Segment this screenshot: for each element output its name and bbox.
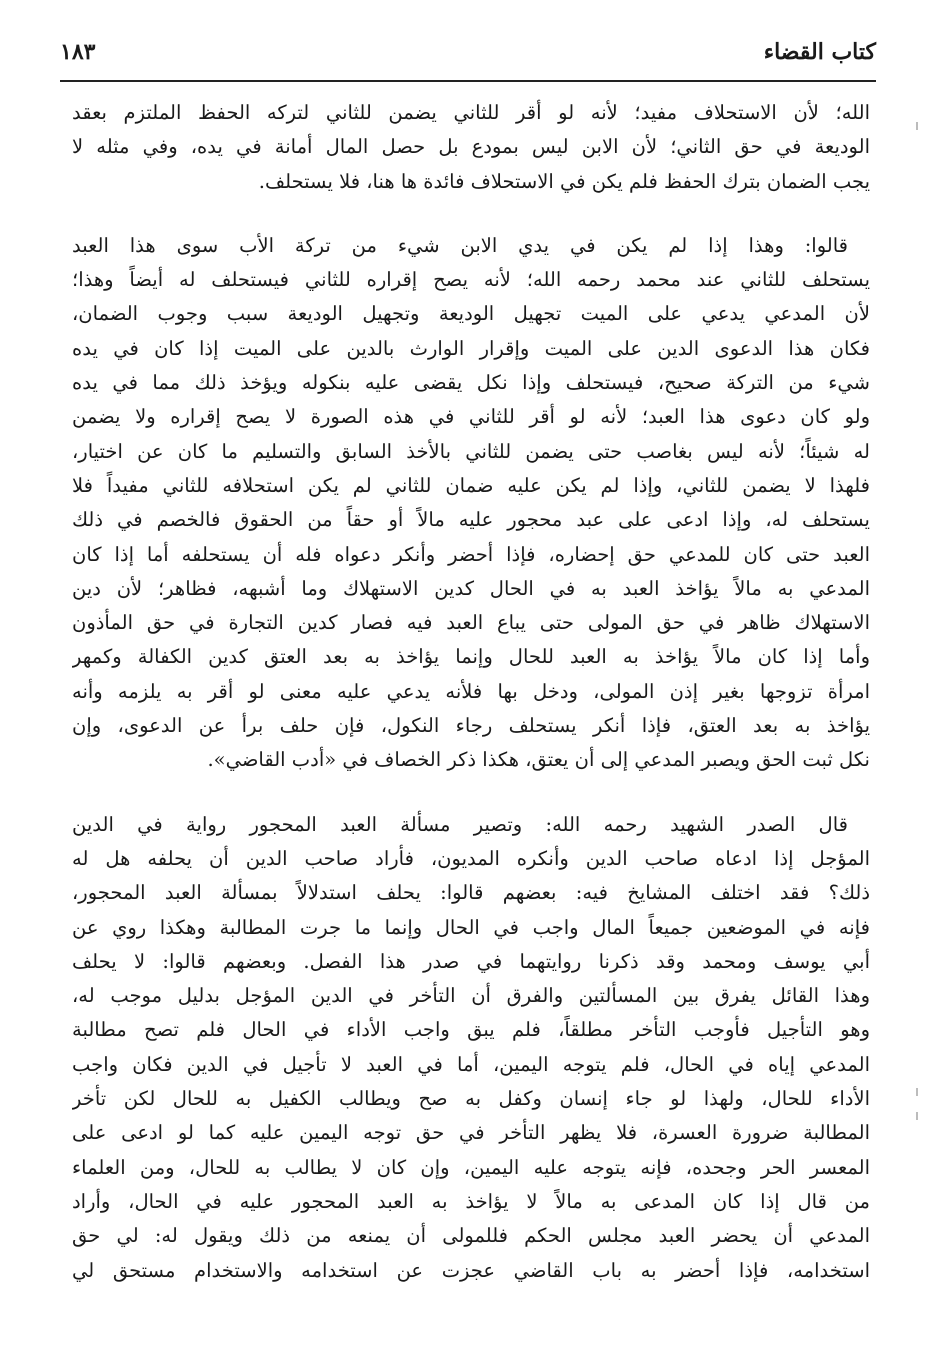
page-number: ١٨٣ (60, 39, 96, 65)
text-line: المدعي أن يحضر العبد مجلس الحكم فللمولى أن يمنعه من ذلك ويقول له: لي حق (72, 1224, 870, 1248)
text-line: الأداء للحال، ولهذا لو جاء إنسان وكفل به صح ويطالب الكفيل به للحال لكن تأخر (72, 1087, 870, 1111)
page-header (60, 34, 876, 74)
text-line: يستحلف للثاني عند محمد رحمه الله؛ لأنه يصح إقراره للثاني فيستحلف له أيضاً وهذا؛ (72, 268, 870, 292)
paragraph-gap (72, 778, 870, 808)
text-line: أبي يوسف ومحمد وقد ذكرنا روايتهما في صدر هذا الفصل. وبعضهم قالوا: لا يحلف (72, 949, 870, 973)
text-line: استخدامه، فإذا أحضر به باب القاضي عجزت عن استخدامه والاستخدام مستحق لي (72, 1258, 870, 1282)
text-line: وهذا القائل يفرق بين المسألتين والفرق أن التأخر في الدين المؤجل بدليل موجب له، (72, 984, 870, 1008)
text-line: لأن المدعي يدعي على الميت تجهيل الوديعة وتجهيل الوديعة سبب وجوب الضمان، (72, 302, 870, 326)
scan-speck (916, 1112, 918, 1120)
text-line: فلهذا لا يضمن للثاني، وإذا لم يكن عليه ضمان للثاني لم يكن استحلافه للثاني مفيداً فلا (72, 473, 870, 497)
text-line: المؤجل إذا ادعاه صاحب الدين وأنكره المديون، فأراد صاحب الدين أن يحلفه هل له (72, 846, 870, 870)
text-line: يجب الضمان بترك الحفظ فلم يكن في الاستحلاف فائدة ها هنا، فلا يستحلف. (258, 169, 870, 193)
text-line: وهو التأجيل فأوجب التأخر مطلقاً، فلم يبق واجب الأداء في الحال فلم تصح مطالبة (72, 1018, 870, 1042)
text-line: المطالبة ضرورة العسرة، فلا يظهر التأخر في حق توجه اليمين عليه كما لو ادعى على (72, 1121, 870, 1145)
text-line: شيء من التركة صحيح، فيستحلف وإذا نكل يقضى عليه بنكوله ويؤخذ ذلك مما في يده (72, 371, 870, 395)
paragraph-1 (72, 96, 870, 199)
text-line: ذلك؟ فقد اختلف المشايخ فيه: بعضهم قالوا: يحلف استدلالاً بمسألة العبد المحجور، (72, 881, 870, 905)
text-line: قال الصدر الشهيد رحمه الله: وتصير مسألة العبد المحجور رواية في الدين (72, 812, 848, 836)
text-line: الاستهلاك ظاهر في حق المولى حتى يباع العبد فيه فصار كدين التجارة في حق المأذون (72, 611, 870, 635)
running-title: كتاب القضاء (763, 39, 876, 65)
text-line: قالوا: وهذا إذا لم يكن في يدي الابن شيء من تركة الأب سوى هذا العبد (72, 233, 848, 257)
text-line: الوديعة في حق الثاني؛ لأن الابن ليس بمودع بل حصل المال أمانة في يده، وفي مثله لا (72, 135, 870, 159)
header-rule (60, 80, 876, 82)
text-line: ولو كان دعوى هذا العبد؛ لأنه لو أقر للثاني في هذه الصورة لا يصح إقراره ولا يضمن (72, 405, 870, 429)
text-line: المعسر الحر وجحده، فإنه يتوجه عليه اليمين، وإن كان لا يطالب به للحال، ومن العلماء (72, 1155, 870, 1179)
text-line: يستحلف له، وإذا ادعى على عبد محجور عليه مالاً أو حقاً من الحقوق فالخصم في ذلك (72, 508, 870, 532)
text-line: العبد حتى كان للمدعي حق إحضاره، فإذا أحضر وأنكر دعواه فله أن يستحلفه أما إذا كان (72, 542, 870, 566)
text-line: نكل ثبت الحق ويصبر المدعي إلى أن يعتق، هكذا ذكر الخصاف في «أدب القاضي». (207, 748, 870, 772)
text-line: له شيئاً؛ لأنه ليس بغاصب حتى يضمن للثاني بالأخذ السابق والتسليم ما كان عن اختيار، (72, 439, 870, 463)
text-line: امرأة تزوجها بغير إذن المولى، ودخل بها فلأنه يدعي عليه معنى لو أقر به يلزمه وأنه (72, 679, 870, 703)
page-body (72, 96, 870, 1288)
scan-speck (916, 1088, 918, 1096)
paragraph-gap (72, 199, 870, 229)
scan-speck (916, 122, 918, 130)
text-line: فكان هذا الدعوى الدين على الميت وإقرار الوارث بالدين على الميت إذا كان في يده (72, 336, 870, 360)
paragraph-2 (72, 229, 870, 778)
text-line: يؤاخذ به بعد العتق، فإذا أنكر يستحلف رجاء النكول، فإن حلف برأ عن الدعوى، وإن (72, 714, 870, 738)
text-line: المدعي إياه في الحال، فلم يتوجه اليمين، أما في العبد لا تأجيل في الدين فكان واجب (72, 1052, 870, 1076)
text-line: من قال إذا كان المدعى به مالاً لا يؤاخذ به العبد المحجور عليه في الحال، وأراد (72, 1189, 870, 1213)
text-line: فإنه في الموضعين جميعاً المال واجب في الحال وإنما ما جرت المطالبة وهكذا روي عن (72, 915, 870, 939)
text-line: الله؛ لأن الاستحلاف مفيد؛ لأنه لو أقر للثاني يضمن للثاني لتركه الحفظ الملتزم بعقد (72, 101, 870, 124)
paragraph-3 (72, 808, 870, 1288)
text-line: المدعي به مالاً يؤاخذ العبد به في الحال كدين الاستهلاك وما أشبهه، فظاهر؛ لأن دين (72, 576, 870, 600)
text-line: وأما إذا كان مالاً يؤاخذ به العبد للحال وإنما يؤاخذ به بعد العتق كدين الكفالة وكمهر (72, 645, 870, 669)
